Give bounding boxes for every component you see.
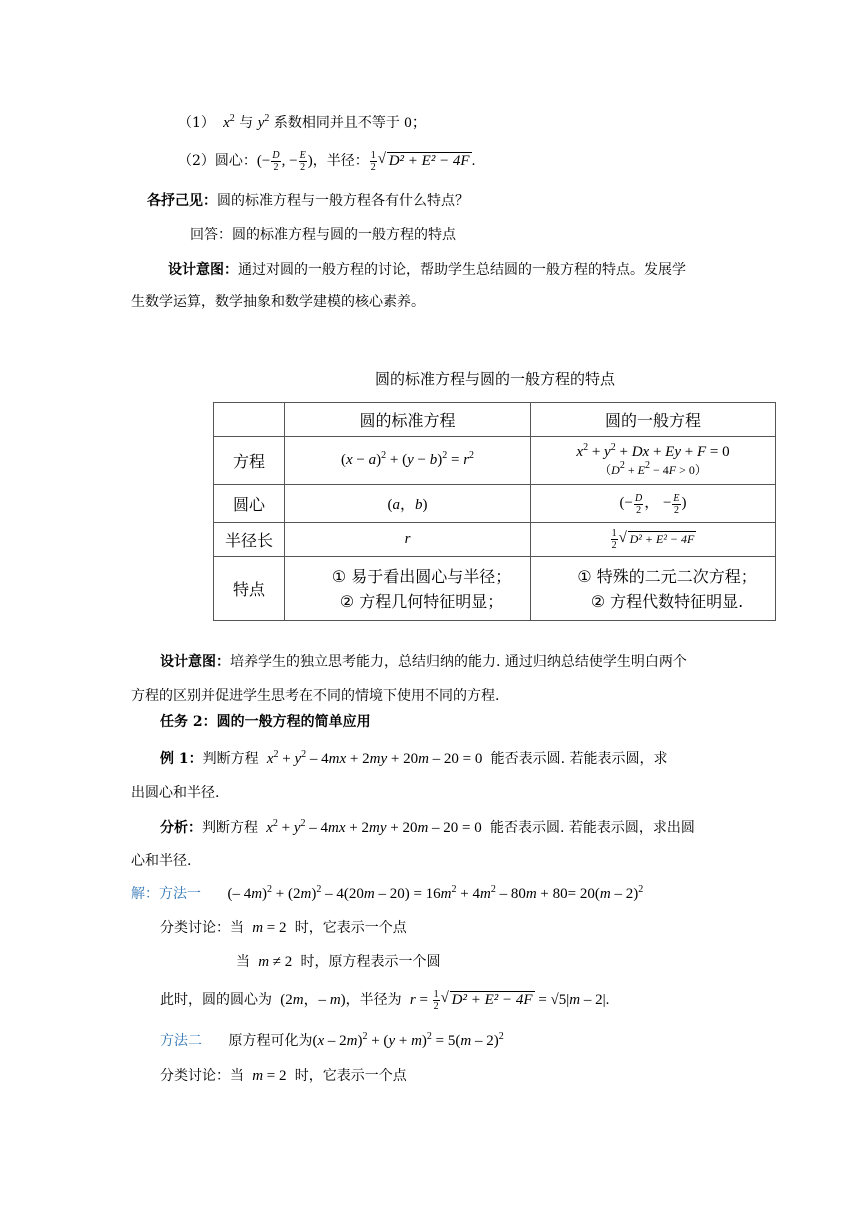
std-features: ① 易于看出圆心与半径； ② 方程几何特征明显； <box>285 557 531 621</box>
condition-2: （2）圆心：(− $\frac{D}{2}$ , − $\frac{E}{2}$ )，半径： $\frac{1}{2}$ √ D² + E² − 4F . <box>178 150 475 173</box>
std-center: (a，b) <box>285 485 531 523</box>
table-row-feature <box>214 557 776 621</box>
analysis: 分析：判断方程 $x^2 + y^2 - 4mx + 2my + 20m - 20 = 0$ 能否表示圆. 若能表示圆，求出圆 <box>160 818 695 836</box>
table-row-radius <box>214 523 776 557</box>
example-1: 例 1：判断方程 $x^2 + y^2 - 4mx + 2my + 20m - 20 = 0$ 能否表示圆. 若能表示圆，求 <box>160 749 668 767</box>
table-header-row <box>214 403 776 437</box>
gen-center: (− $\frac{D}{2}$ ， − $\frac{E}{2}$ ) <box>531 485 776 523</box>
solution-method-1: 解：方法一 (– $4m)^2 + (2m)^2 - 4(20m - 20) = 16m^2 + 4m^2 - 80m + 80= 20(m - 2)^2$ <box>131 884 644 902</box>
opinion-question: 各抒己见：圆的标准方程与一般方程各有什么特点？ <box>147 193 469 209</box>
comparison-table <box>213 402 776 621</box>
std-equation: $(x - a)^2 + (y - b)^2 = r^2$ <box>285 437 531 485</box>
gen-radius: $\frac{1}{2}$ √ D² + E² − 4F <box>531 523 776 557</box>
row-head-center: 圆心 <box>214 485 285 523</box>
solution-method-2: 方法二 原方程可化为$(x - 2m)^2 + (y + m)^2 = 5(m - 2)^2$ <box>160 1031 504 1049</box>
center-radius-result: 此时，圆的圆心为 (2m，– m)，半径为 r = $\frac{1}{2}$ √ D² + E² − 4F = √5|m – 2|. <box>160 989 609 1012</box>
std-radius: r <box>285 523 531 557</box>
case-discussion-2: 当 m ≠ 2 时，原方程表示一个圆 <box>236 954 441 970</box>
example-1-cont: 出圆心和半径. <box>131 785 220 801</box>
design-intent-2-cont: 方程的区别并促进学生思考在不同的情境下使用不同的方程. <box>131 688 500 704</box>
design-intent-1-cont: 生数学运算，数学抽象和数学建模的核心素养。 <box>131 294 425 310</box>
table-row-center <box>214 485 776 523</box>
design-intent-1: 设计意图：通过对圆的一般方程的讨论，帮助学生总结圆的一般方程的特点。发展学 <box>168 262 686 278</box>
header-general: 圆的一般方程 <box>531 403 776 437</box>
table-title: 圆的标准方程与圆的一般方程的特点 <box>374 370 615 388</box>
row-head-feature: 特点 <box>214 557 285 621</box>
answer-text: 回答：圆的标准方程与圆的一般方程的特点 <box>190 227 456 243</box>
row-head-radius: 半径长 <box>214 523 285 557</box>
design-intent-2: 设计意图：培养学生的独立思考能力，总结归纳的能力. 通过归纳总结使学生明白两个 <box>160 654 687 670</box>
row-head-equation: 方程 <box>214 437 285 485</box>
case-discussion-1: 分类讨论：当 m = 2 时，它表示一个点 <box>160 920 407 936</box>
header-standard: 圆的标准方程 <box>285 403 531 437</box>
analysis-cont: 心和半径. <box>131 853 192 869</box>
condition-1: （1） $x^2$ 与 $y^2$ 系数相同并且不等于 0； <box>178 113 427 131</box>
task-2-heading: 任务 2：圆的一般方程的简单应用 <box>160 714 371 730</box>
case-discussion-3: 分类讨论：当 m = 2 时，它表示一个点 <box>160 1068 407 1084</box>
gen-equation: $x^2 + y^2 + Dx + Ey + F = 0$ $(D^2 + E^2 - 4F > 0)$ <box>531 437 776 485</box>
table-row-equation <box>214 437 776 485</box>
gen-features: ① 特殊的二元二次方程； ② 方程代数特征明显. <box>531 557 776 621</box>
